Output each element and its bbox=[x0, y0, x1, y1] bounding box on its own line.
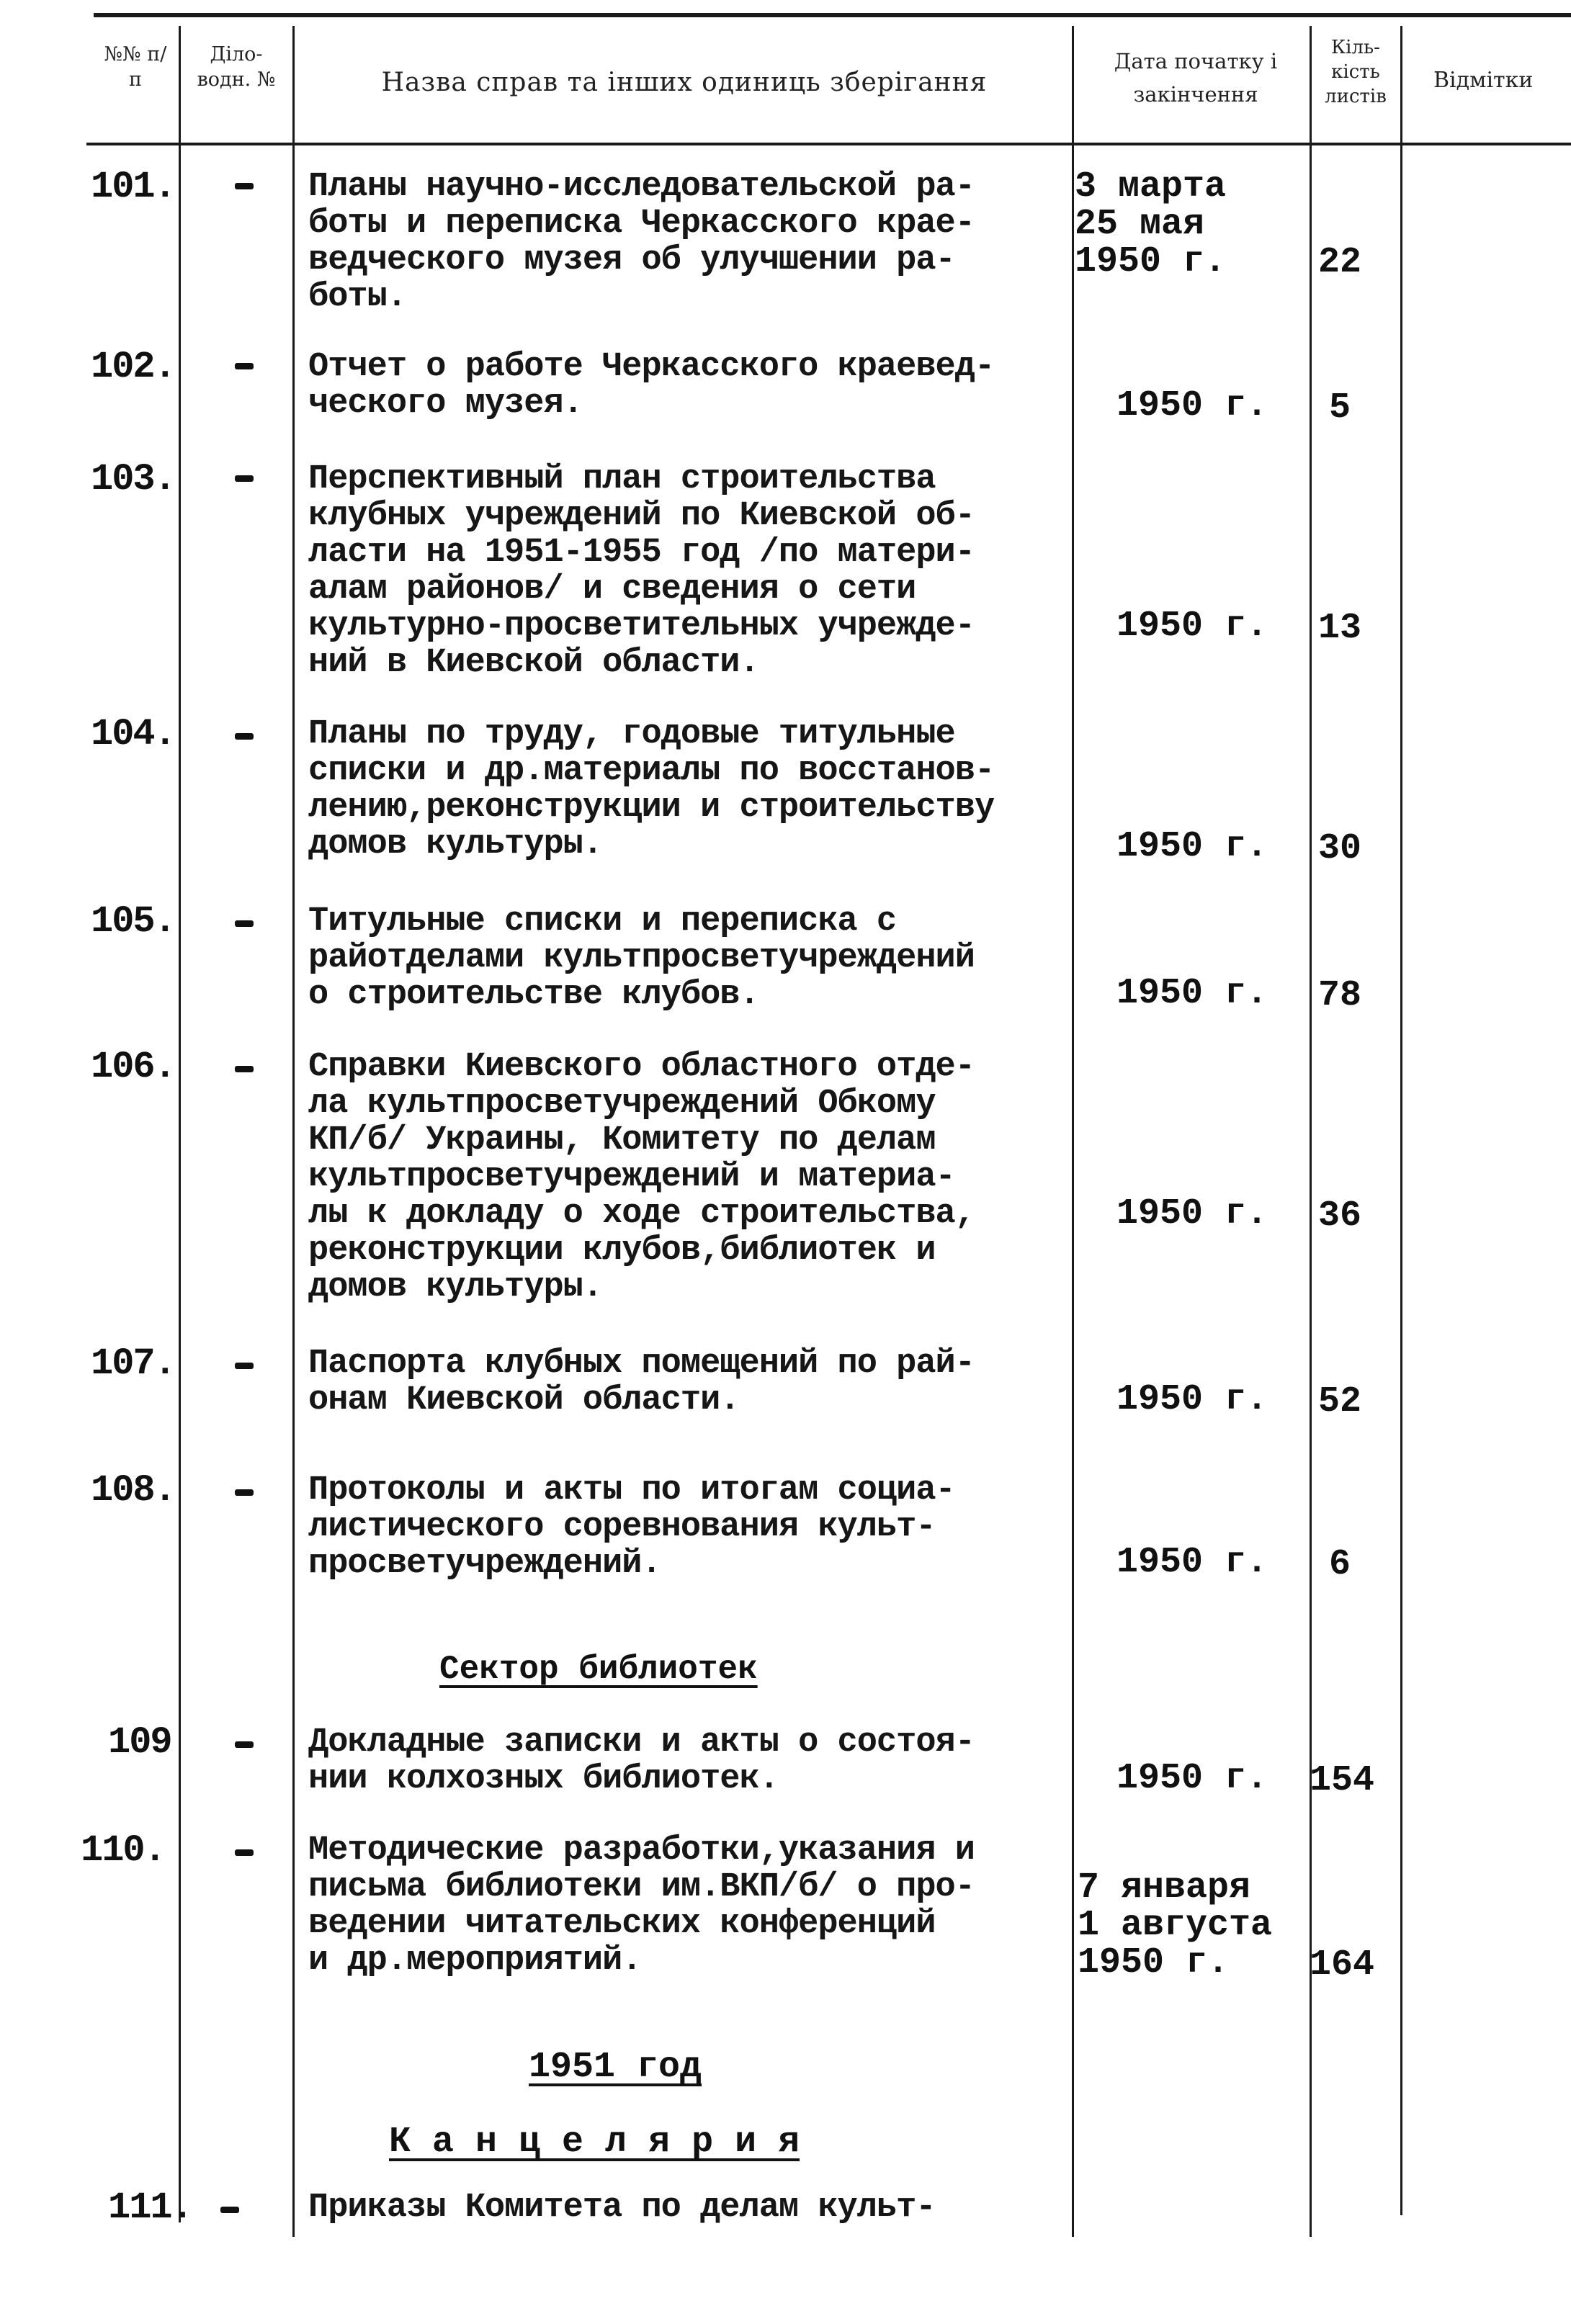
office-number-dash bbox=[235, 733, 254, 740]
section-heading-libraries: Сектор библиотек bbox=[439, 1651, 758, 1688]
office-number-dash bbox=[235, 920, 254, 927]
record-number: 102. bbox=[91, 346, 175, 388]
record-sheets: 5 bbox=[1328, 387, 1351, 429]
office-number-dash bbox=[235, 363, 254, 369]
office-number-dash bbox=[235, 1741, 254, 1748]
record-title: Отчет о работе Черкасского краевед- ческого музея. bbox=[308, 348, 995, 423]
record-number: 105. bbox=[91, 900, 175, 943]
record-number: 107. bbox=[91, 1342, 175, 1385]
record-number: 106. bbox=[91, 1046, 175, 1088]
column-separator bbox=[179, 26, 181, 2222]
office-number-dash bbox=[235, 1363, 254, 1369]
record-dates: 1950 г. bbox=[1116, 973, 1268, 1014]
record-dates: 1950 г. bbox=[1116, 826, 1268, 867]
record-title: Докладные записки и акты о состоя- нии колхозных библиотек. bbox=[308, 1723, 975, 1798]
record-sheets: 6 bbox=[1328, 1544, 1351, 1585]
record-dates: 1950 г. bbox=[1116, 1379, 1268, 1420]
header-rule bbox=[86, 143, 1571, 145]
record-title: Планы научно-исследовательской ра- боты и переписка Черкасского крае- ведческого музея об улучшении ра- боты. bbox=[308, 168, 975, 316]
section-heading-year: 1951 год bbox=[529, 2047, 702, 2088]
header-col-title: Назва справ та інших одиниць зберігання bbox=[381, 68, 988, 97]
record-title: Планы по труду, годовые титульные списки и др.материалы по восстанов- лению,реконструкции и строительству домов культуры. bbox=[308, 715, 995, 863]
column-separator bbox=[292, 26, 295, 2237]
record-number: 110. bbox=[81, 1829, 165, 1872]
office-number-dash bbox=[235, 475, 254, 482]
office-number-dash bbox=[235, 1849, 254, 1856]
record-sheets: 36 bbox=[1317, 1195, 1361, 1237]
record-number: 108. bbox=[91, 1469, 175, 1512]
record-number: 109 bbox=[108, 1721, 171, 1764]
record-dates: 3 марта 25 мая 1950 г. bbox=[1075, 166, 1227, 282]
column-separator bbox=[1310, 26, 1312, 2237]
record-title: Методические разработки,указания и письма библиотеки им.ВКП/б/ о про- ведении читательских конференций и др.мероприятий. bbox=[308, 1831, 975, 1980]
record-sheets: 164 bbox=[1310, 1944, 1375, 1986]
record-title: Перспективный план строительства клубных учреждений по Киевской об- ласти на 1951-1955 год /по матери- алам районов/ и сведения о сети культурно-просветительных учрежде- ний в Киевской области. bbox=[308, 460, 975, 682]
top-rule bbox=[94, 13, 1571, 17]
office-number-dash bbox=[235, 1066, 254, 1072]
record-number: 104. bbox=[91, 713, 175, 755]
header-col-dates: Дата початку і закінчення bbox=[1114, 49, 1278, 107]
office-number-dash bbox=[220, 2207, 239, 2213]
header-col-no: №№ п/п bbox=[104, 43, 167, 91]
section-heading-chancellery: К а н ц е л я р и я bbox=[389, 2122, 800, 2163]
office-number-dash bbox=[235, 183, 254, 189]
record-title: Паспорта клубных помещений по рай- онам Киевской области. bbox=[308, 1345, 975, 1419]
record-dates: 1950 г. bbox=[1116, 1542, 1268, 1583]
record-sheets: 154 bbox=[1310, 1760, 1375, 1801]
record-dates: 1950 г. bbox=[1116, 606, 1268, 647]
record-sheets: 22 bbox=[1317, 242, 1361, 283]
record-number: 103. bbox=[91, 458, 175, 501]
record-dates: 1950 г. bbox=[1116, 1758, 1268, 1799]
record-dates: 1950 г. bbox=[1116, 1193, 1268, 1234]
record-number: 111. bbox=[108, 2186, 192, 2229]
record-title: Титульные списки и переписка с райотделами культпросветучреждений о строительстве клубов. bbox=[308, 902, 975, 1014]
record-number: 101. bbox=[91, 166, 175, 208]
record-title: Приказы Комитета по делам культ- bbox=[308, 2189, 936, 2227]
record-sheets: 13 bbox=[1317, 608, 1361, 649]
record-title: Справки Киевского областного отде- ла культпросветучреждений Обкому КП/б/ Украины, Комитету по делам культпросветучреждений и материа- лы к докладу о ходе строительства, реконструкции клубов,библиотек и домов культуры. bbox=[308, 1048, 975, 1306]
record-sheets: 52 bbox=[1317, 1381, 1361, 1422]
record-dates: 7 января 1 августа 1950 г. bbox=[1078, 1867, 1273, 1983]
record-sheets: 78 bbox=[1317, 975, 1361, 1016]
header-col-notes: Відмітки bbox=[1433, 68, 1534, 93]
record-dates: 1950 г. bbox=[1116, 385, 1268, 426]
record-title: Протоколы и акты по итогам социа- листического соревнования культ- просветучреждений. bbox=[308, 1471, 955, 1583]
office-number-dash bbox=[235, 1489, 254, 1496]
column-separator bbox=[1400, 26, 1402, 2215]
header-col-sheets: Кіль-кість листів bbox=[1325, 37, 1387, 107]
record-sheets: 30 bbox=[1317, 828, 1361, 869]
header-col-office: Діло-водн. № bbox=[197, 43, 276, 91]
